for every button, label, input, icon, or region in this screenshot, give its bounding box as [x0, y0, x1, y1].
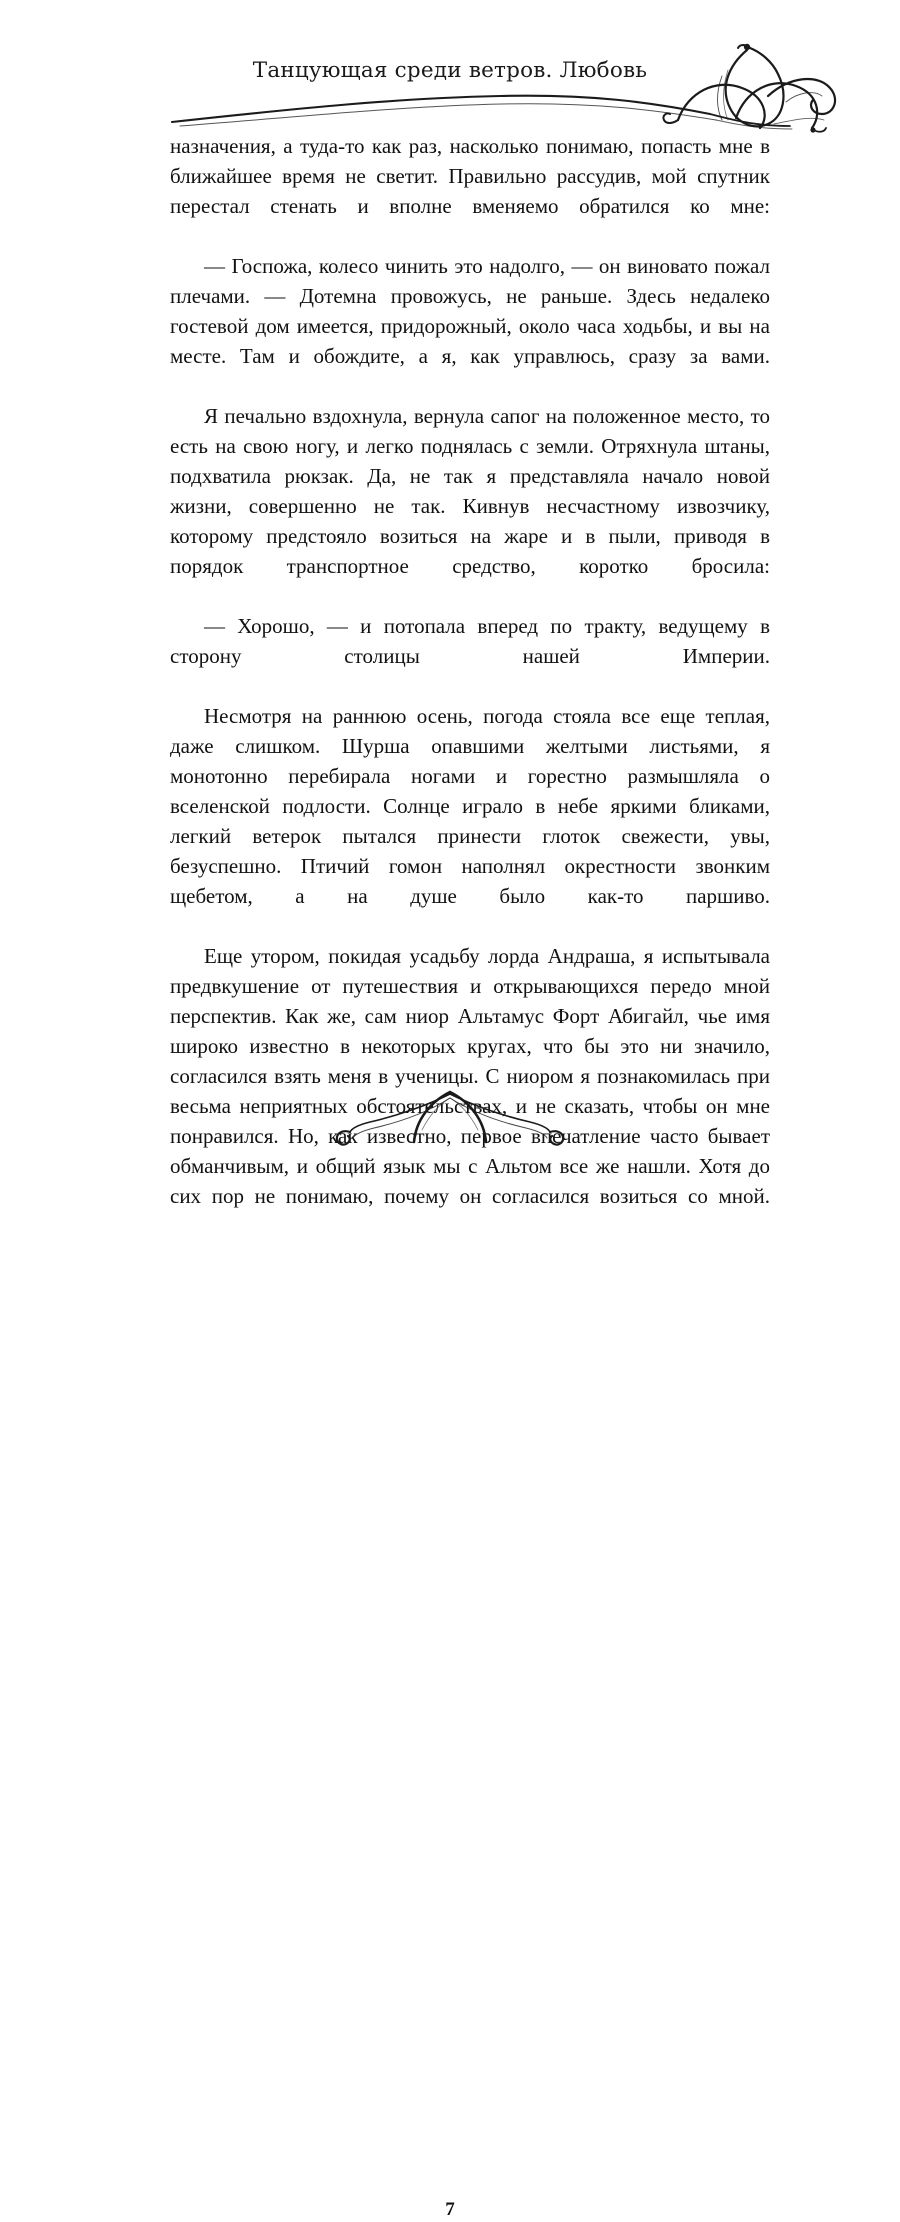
paragraph: — Хорошо, — и потопала вперед по тракту, ведущему в сторону столицы нашей Империи.: [170, 614, 770, 668]
page-footer: [0, 1086, 900, 2220]
paragraph: назначения, а туда-то как раз, насколько понимаю, попасть мне в ближайшее время не светит. Правильно рассудив, мой спутник перестал стенать и вполне вменяемо обратился ко мне:: [170, 134, 770, 218]
arc-flourish-with-curled-ends-icon: [330, 1086, 570, 1166]
paragraph: Несмотря на раннюю осень, погода стояла все еще теплая, даже слишком. Шурша опавшими желтыми листьями, я монотонно перебирала ногами и горестно размышляла о вселенской подлости. Солнце играло в небе яркими бликами, легкий ветерок пытался принести глоток свежести, увы, безуспешно. Птичий гомон наполнял окрестности звонким щебетом, а на душе было как-то паршиво.: [170, 704, 770, 908]
paragraph: Я печально вздохнула, вернула сапог на положенное место, то есть на свою ногу, и легко поднялась с земли. Отряхнула штаны, подхватила рюкзак. Да, не так я представляла начало новой жизни, совершенно не так. Кивнув несчастному извозчику, которому предстояло возиться на жаре и в пыли, приводя в порядок транспортное средство, коротко бросила:: [170, 404, 770, 578]
page-number: 7: [445, 2199, 455, 2220]
footer-ornament: [330, 1086, 570, 1166]
header-rule-ornament: [150, 36, 830, 136]
paragraph: Еще утором, покидая усадьбу лорда Андраша, я испытывала предвкушение от путешествия и открывающихся передо мной перспектив. Как же, сам ниор Альтамус Форт Абигайл, чье имя широко известно в некоторых кругах, что бы это ни значило, согласился взять меня в ученицы. С ниором я познакомилась при весьма неприятных обстоятельствах, и не сказать, чтобы он мне понравился. Но, как известно, первое впечатление часто бывает обманчивым, и общий язык мы с Альтом все же нашли. Хотя до сих пор не понимаю, почему он согласился возиться со мной.: [170, 944, 770, 1208]
flourish-rule-with-triquetra-knot-icon: [150, 36, 830, 136]
running-head-title: Танцующая среди ветров. Любовь: [252, 58, 648, 83]
body-text-block: [170, 131, 770, 1241]
paragraph: — Госпожа, колесо чинить это надолго, — он виновато пожал плечами. — Дотемна провожусь, не раньше. Здесь недалеко гостевой дом имеется, придорожный, около часа ходьбы, и вы на месте. Там и обождите, а я, как управлюсь, сразу за вами.: [170, 254, 770, 368]
